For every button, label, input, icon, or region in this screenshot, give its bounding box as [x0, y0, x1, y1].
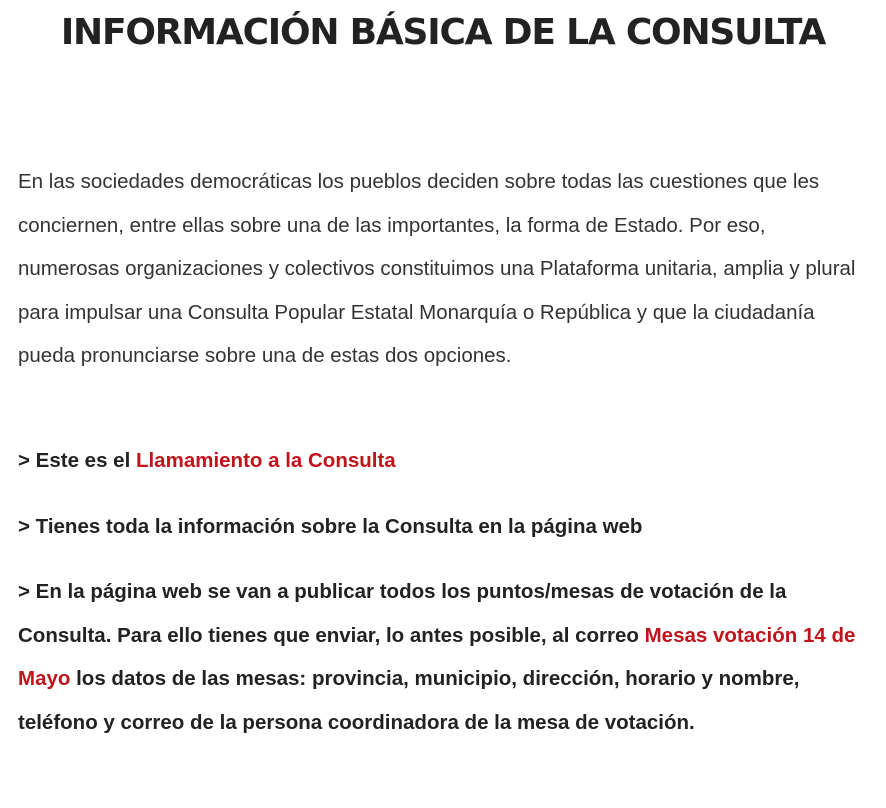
intro-paragraph: En las sociedades democráticas los pueblos deciden sobre todas las cuestiones que les conciernen, entre ellas sobre una de las importantes, la forma de Estado. Por eso, numerosas organizaciones y colectivos constituimos una Plataforma unitaria, amplia y plural para impulsar una Consulta Popular Estatal Monarquía o República y que la ciudadanía pueda pronunciarse sobre una de estas dos opciones. [18, 170, 856, 367]
bullet-mesas-votacion [18, 570, 868, 744]
llamamiento-link[interactable]: Llamamiento a la Consulta [135, 449, 396, 472]
bullet-mesas-before: > En la página web se van a publicar todos los puntos/mesas de votación de la Consulta. Para ello tienes que enviar, lo antes posible, al correo [18, 580, 787, 647]
bullet-info-web: > Tienes toda la información sobre la Consulta en la página web [18, 515, 643, 538]
bullet-mesas-after: los datos de las mesas: provincia, municipio, dirección, horario y nombre, teléfono y correo de la persona coordinadora de la mesa de votación. [18, 667, 800, 734]
page-title: INFORMACIÓN BÁSICA DE LA CONSULTA [60, 12, 826, 53]
bullet-llamamiento-prefix: > Este es el [18, 449, 136, 472]
mesas-votacion-link[interactable]: Mesas votación 14 de Mayo [18, 623, 856, 690]
bullet-llamamiento [18, 439, 868, 483]
